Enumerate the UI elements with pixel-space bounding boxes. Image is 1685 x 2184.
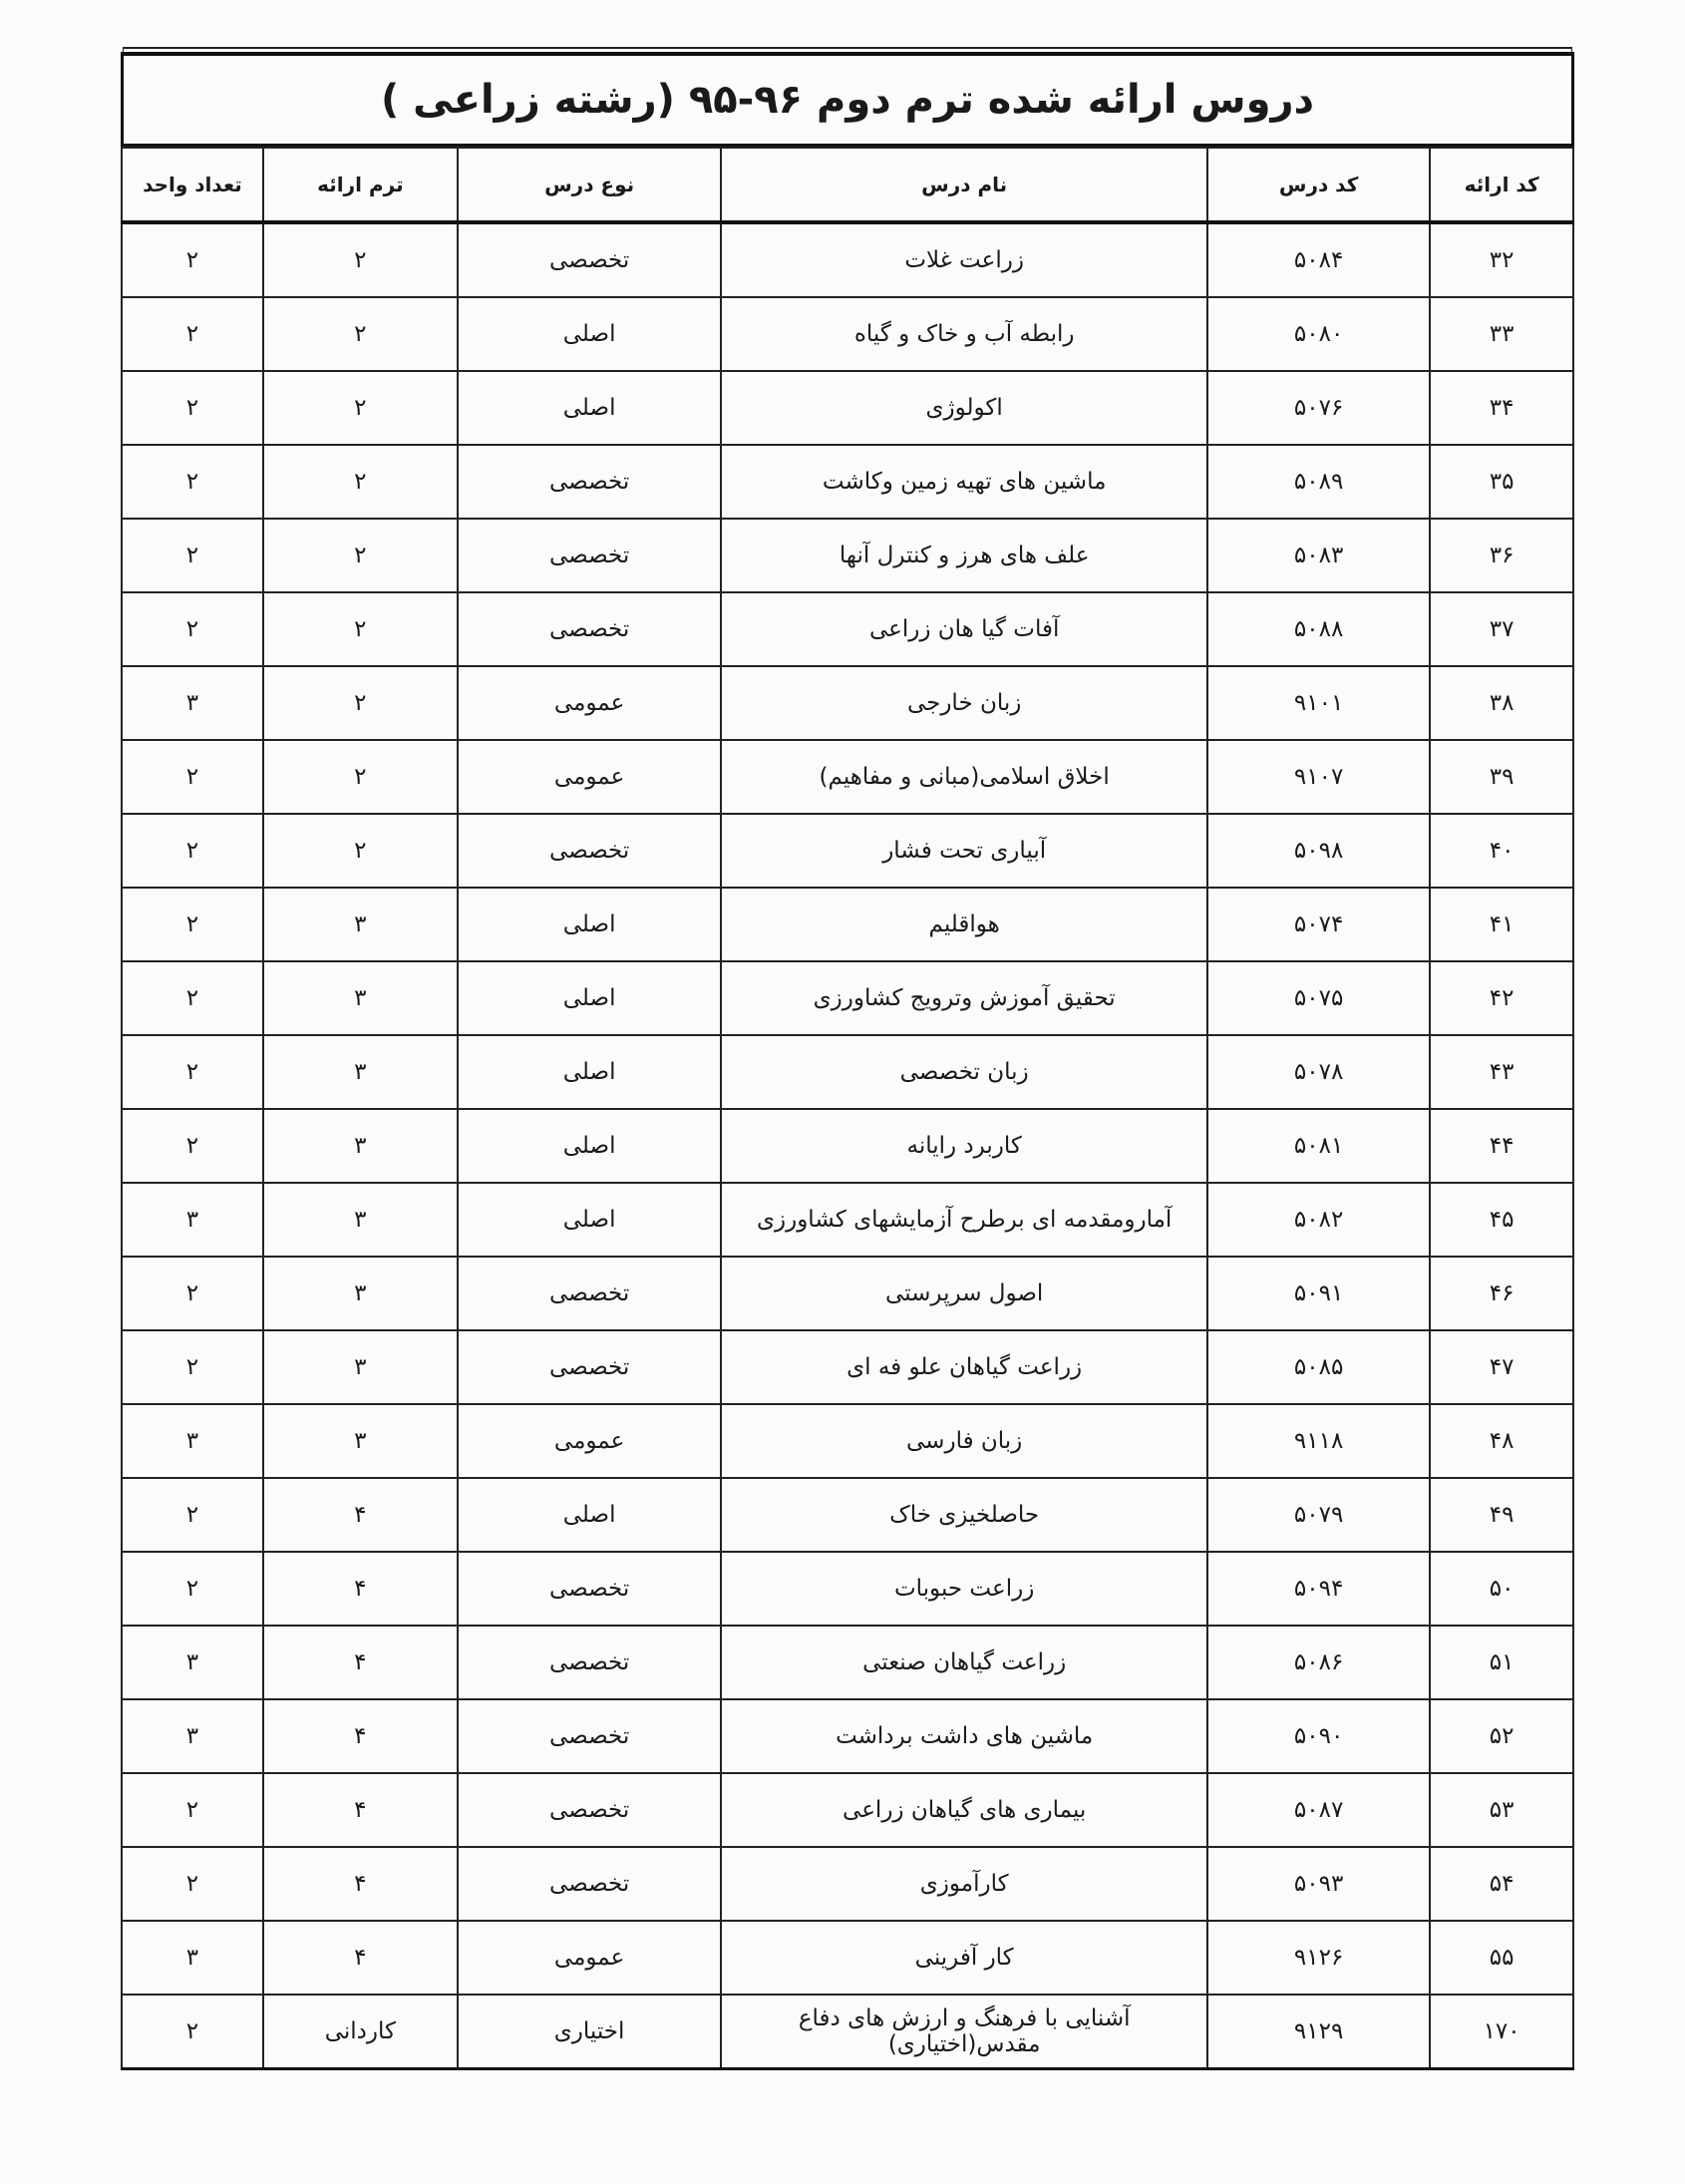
cell-course-code: ۵۰۷۶ <box>1207 371 1430 445</box>
cell-course-type: تخصصی <box>458 1257 721 1330</box>
cell-course-name: ماشین های داشت برداشت <box>721 1699 1207 1773</box>
cell-term: ۴ <box>263 1699 458 1773</box>
cell-course-code: ۵۰۸۴ <box>1207 222 1430 297</box>
cell-units: ۲ <box>122 592 263 666</box>
cell-units: ۳ <box>122 1404 263 1478</box>
cell-offer-code: ۳۳ <box>1430 297 1573 371</box>
cell-course-type: عمومی <box>458 666 721 740</box>
cell-course-name: آشنایی با فرهنگ و ارزش های دفاع مقدس(اختیاری) <box>721 1995 1207 2069</box>
cell-course-type: اصلی <box>458 961 721 1035</box>
cell-offer-code: ۴۷ <box>1430 1330 1573 1404</box>
table-row <box>122 445 1573 519</box>
cell-course-type: تخصصی <box>458 1552 721 1626</box>
cell-offer-code: ۴۵ <box>1430 1183 1573 1257</box>
table-row <box>122 1626 1573 1699</box>
cell-course-type: تخصصی <box>458 592 721 666</box>
cell-units: ۲ <box>122 222 263 297</box>
cell-term: ۲ <box>263 814 458 888</box>
page-title: دروس ارائه شده ترم دوم ۹۶-۹۵ (رشته زراعی ) <box>380 77 1315 123</box>
cell-offer-code: ۴۳ <box>1430 1035 1573 1109</box>
cell-units: ۲ <box>122 371 263 445</box>
cell-course-type: تخصصی <box>458 222 721 297</box>
table-row <box>122 1330 1573 1404</box>
cell-course-code: ۵۰۸۱ <box>1207 1109 1430 1183</box>
cell-course-type: تخصصی <box>458 1847 721 1921</box>
cell-term: ۲ <box>263 371 458 445</box>
courses-table <box>121 147 1574 2070</box>
cell-offer-code: ۳۶ <box>1430 519 1573 592</box>
cell-course-name: کارآموزی <box>721 1847 1207 1921</box>
table-body <box>122 222 1573 2069</box>
cell-course-name: زراعت گیاهان صنعتی <box>721 1626 1207 1699</box>
cell-offer-code: ۴۹ <box>1430 1478 1573 1552</box>
cell-offer-code: ۵۱ <box>1430 1626 1573 1699</box>
cell-course-type: تخصصی <box>458 445 721 519</box>
cell-offer-code: ۳۲ <box>1430 222 1573 297</box>
cell-course-code: ۵۰۷۵ <box>1207 961 1430 1035</box>
table-row <box>122 1257 1573 1330</box>
table-row <box>122 1404 1573 1478</box>
cell-course-code: ۹۱۲۶ <box>1207 1921 1430 1995</box>
table-row <box>122 1847 1573 1921</box>
cell-course-code: ۵۰۹۱ <box>1207 1257 1430 1330</box>
cell-term: ۲ <box>263 592 458 666</box>
table-row <box>122 1995 1573 2069</box>
cell-term: ۳ <box>263 1109 458 1183</box>
cell-course-code: ۵۰۹۳ <box>1207 1847 1430 1921</box>
table-row <box>122 519 1573 592</box>
cell-course-code: ۵۰۸۵ <box>1207 1330 1430 1404</box>
cell-units: ۲ <box>122 445 263 519</box>
cell-offer-code: ۳۹ <box>1430 740 1573 814</box>
cell-course-type: تخصصی <box>458 519 721 592</box>
cell-units: ۳ <box>122 1699 263 1773</box>
cell-units: ۲ <box>122 1035 263 1109</box>
cell-offer-code: ۴۲ <box>1430 961 1573 1035</box>
cell-term: ۴ <box>263 1478 458 1552</box>
cell-course-type: تخصصی <box>458 1330 721 1404</box>
table-header-row <box>122 148 1573 222</box>
cell-course-code: ۵۰۹۰ <box>1207 1699 1430 1773</box>
cell-course-code: ۹۱۲۹ <box>1207 1995 1430 2069</box>
cell-course-type: اصلی <box>458 1183 721 1257</box>
cell-units: ۲ <box>122 1109 263 1183</box>
cell-units: ۲ <box>122 1773 263 1847</box>
cell-units: ۲ <box>122 1995 263 2069</box>
cell-term: ۳ <box>263 888 458 961</box>
header-course-type: نوع درس <box>458 148 721 222</box>
cell-course-code: ۵۰۷۹ <box>1207 1478 1430 1552</box>
cell-units: ۲ <box>122 519 263 592</box>
table-row <box>122 1699 1573 1773</box>
cell-course-code: ۵۰۹۴ <box>1207 1552 1430 1626</box>
title-box <box>121 52 1574 147</box>
cell-course-name: تحقیق آموزش وترویج کشاورزی <box>721 961 1207 1035</box>
cell-term: ۲ <box>263 740 458 814</box>
cell-course-name: ماشین های تهیه زمین وکاشت <box>721 445 1207 519</box>
table-row <box>122 1552 1573 1626</box>
cell-units: ۲ <box>122 888 263 961</box>
cell-term: ۲ <box>263 445 458 519</box>
cell-units: ۲ <box>122 1330 263 1404</box>
cell-term: ۲ <box>263 519 458 592</box>
table-row <box>122 666 1573 740</box>
course-list-sheet <box>121 52 1574 2070</box>
cell-course-code: ۵۰۹۸ <box>1207 814 1430 888</box>
cell-course-name: اصول سرپرستی <box>721 1257 1207 1330</box>
cell-units: ۲ <box>122 1847 263 1921</box>
cell-course-name: زراعت غلات <box>721 222 1207 297</box>
cell-course-type: اصلی <box>458 888 721 961</box>
cell-course-name: زبان فارسی <box>721 1404 1207 1478</box>
cell-units: ۲ <box>122 740 263 814</box>
cell-units: ۲ <box>122 297 263 371</box>
cell-course-code: ۵۰۸۰ <box>1207 297 1430 371</box>
cell-term: ۴ <box>263 1552 458 1626</box>
cell-course-name: آفات گیا هان زراعی <box>721 592 1207 666</box>
cell-offer-code: ۳۷ <box>1430 592 1573 666</box>
cell-term: ۳ <box>263 1330 458 1404</box>
cell-offer-code: ۴۱ <box>1430 888 1573 961</box>
header-units: تعداد واحد <box>122 148 263 222</box>
cell-offer-code: ۴۶ <box>1430 1257 1573 1330</box>
cell-units: ۳ <box>122 1183 263 1257</box>
cell-term: ۴ <box>263 1847 458 1921</box>
header-course-name: نام درس <box>721 148 1207 222</box>
cell-course-code: ۹۱۰۷ <box>1207 740 1430 814</box>
header-term: ترم ارائه <box>263 148 458 222</box>
cell-course-type: تخصصی <box>458 1699 721 1773</box>
cell-course-name: اخلاق اسلامی(مبانی و مفاهیم) <box>721 740 1207 814</box>
cell-offer-code: ۵۲ <box>1430 1699 1573 1773</box>
cell-term: ۲ <box>263 297 458 371</box>
table-row <box>122 740 1573 814</box>
cell-course-type: اصلی <box>458 1109 721 1183</box>
cell-course-name: علف های هرز و کنترل آنها <box>721 519 1207 592</box>
cell-course-type: تخصصی <box>458 1626 721 1699</box>
cell-course-code: ۵۰۸۲ <box>1207 1183 1430 1257</box>
cell-term: ۳ <box>263 961 458 1035</box>
cell-offer-code: ۵۳ <box>1430 1773 1573 1847</box>
cell-course-type: تخصصی <box>458 1773 721 1847</box>
cell-offer-code: ۴۴ <box>1430 1109 1573 1183</box>
cell-course-name: اکولوژی <box>721 371 1207 445</box>
table-row <box>122 297 1573 371</box>
cell-course-name: زبان تخصصی <box>721 1035 1207 1109</box>
cell-offer-code: ۳۵ <box>1430 445 1573 519</box>
cell-offer-code: ۴۸ <box>1430 1404 1573 1478</box>
cell-term: ۳ <box>263 1404 458 1478</box>
cell-offer-code: ۳۸ <box>1430 666 1573 740</box>
cell-course-code: ۹۱۰۱ <box>1207 666 1430 740</box>
cell-course-name: کار آفرینی <box>721 1921 1207 1995</box>
cell-course-type: تخصصی <box>458 814 721 888</box>
table-row <box>122 371 1573 445</box>
cell-units: ۲ <box>122 961 263 1035</box>
cell-term: ۴ <box>263 1773 458 1847</box>
cell-course-name: زراعت گیاهان علو فه ای <box>721 1330 1207 1404</box>
table-row <box>122 814 1573 888</box>
cell-units: ۳ <box>122 1626 263 1699</box>
cell-units: ۲ <box>122 1478 263 1552</box>
cell-offer-code: ۵۰ <box>1430 1552 1573 1626</box>
cell-term: ۲ <box>263 666 458 740</box>
cell-course-name: زراعت حبوبات <box>721 1552 1207 1626</box>
cell-course-type: اصلی <box>458 371 721 445</box>
cell-course-name: کاربرد رایانه <box>721 1109 1207 1183</box>
cell-course-code: ۵۰۸۹ <box>1207 445 1430 519</box>
cell-course-name: حاصلخیزی خاک <box>721 1478 1207 1552</box>
cell-units: ۳ <box>122 1921 263 1995</box>
cell-units: ۲ <box>122 814 263 888</box>
cell-offer-code: ۴۰ <box>1430 814 1573 888</box>
table-row <box>122 592 1573 666</box>
cell-term: ۴ <box>263 1626 458 1699</box>
cell-units: ۳ <box>122 666 263 740</box>
table-row <box>122 961 1573 1035</box>
cell-course-code: ۵۰۸۷ <box>1207 1773 1430 1847</box>
cell-course-type: اصلی <box>458 1478 721 1552</box>
header-course-code: کد درس <box>1207 148 1430 222</box>
table-row <box>122 888 1573 961</box>
cell-course-name: آمارومقدمه ای برطرح آزمایشهای کشاورزی <box>721 1183 1207 1257</box>
cell-offer-code: ۵۵ <box>1430 1921 1573 1995</box>
table-row <box>122 1109 1573 1183</box>
table-row <box>122 1921 1573 1995</box>
cell-term: ۴ <box>263 1921 458 1995</box>
cell-course-name: رابطه آب و خاک و گیاه <box>721 297 1207 371</box>
cell-course-type: اختیاری <box>458 1995 721 2069</box>
table-row <box>122 1773 1573 1847</box>
cell-course-code: ۵۰۷۸ <box>1207 1035 1430 1109</box>
cell-offer-code: ۵۴ <box>1430 1847 1573 1921</box>
cell-units: ۲ <box>122 1257 263 1330</box>
table-row <box>122 1183 1573 1257</box>
table-row <box>122 1035 1573 1109</box>
cell-course-type: عمومی <box>458 1921 721 1995</box>
cell-course-name: آبیاری تحت فشار <box>721 814 1207 888</box>
cell-units: ۲ <box>122 1552 263 1626</box>
cell-term: کاردانی <box>263 1995 458 2069</box>
table-row <box>122 1478 1573 1552</box>
cell-offer-code: ۳۴ <box>1430 371 1573 445</box>
cell-course-type: اصلی <box>458 1035 721 1109</box>
cell-course-code: ۵۰۷۴ <box>1207 888 1430 961</box>
cell-term: ۳ <box>263 1257 458 1330</box>
cell-offer-code: ۱۷۰ <box>1430 1995 1573 2069</box>
cell-course-type: عمومی <box>458 1404 721 1478</box>
cell-course-name: زبان خارجی <box>721 666 1207 740</box>
cell-term: ۳ <box>263 1183 458 1257</box>
cell-course-code: ۵۰۸۳ <box>1207 519 1430 592</box>
cell-course-name: هواقلیم <box>721 888 1207 961</box>
cell-term: ۲ <box>263 222 458 297</box>
cell-course-type: عمومی <box>458 740 721 814</box>
cell-course-code: ۵۰۸۸ <box>1207 592 1430 666</box>
cell-course-code: ۹۱۱۸ <box>1207 1404 1430 1478</box>
cell-term: ۳ <box>263 1035 458 1109</box>
table-row <box>122 222 1573 297</box>
cell-course-name: بیماری های گیاهان زراعی <box>721 1773 1207 1847</box>
header-offer-code: کد ارائه <box>1430 148 1573 222</box>
cell-course-type: اصلی <box>458 297 721 371</box>
cell-course-code: ۵۰۸۶ <box>1207 1626 1430 1699</box>
